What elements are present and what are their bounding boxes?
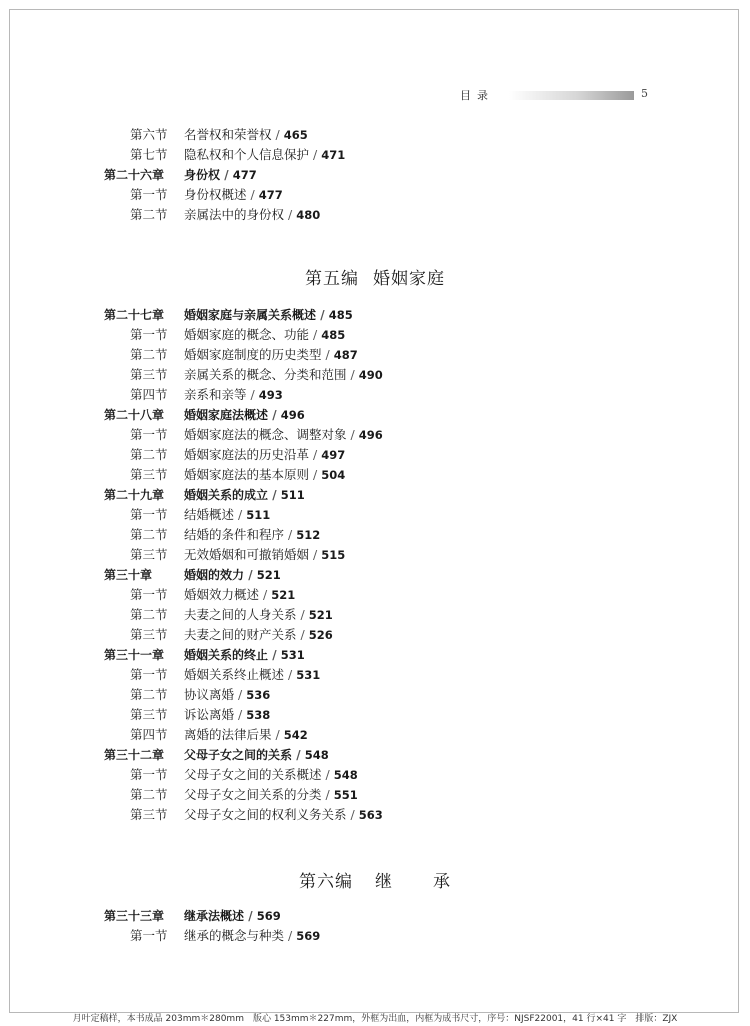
entry-label: 第三十章 [104,568,153,582]
running-header [460,86,660,104]
entry-label: 第一节 [130,767,168,782]
entry-page-number: 480 [296,208,321,222]
entry-label: 第四节 [130,727,168,742]
entry-label: 第三节 [130,467,168,482]
entry-separator: / [284,667,297,682]
entry-page-number: 542 [283,728,308,742]
entry-title-line [184,605,333,625]
entry-page-number: 496 [280,408,305,422]
toc-section-entry [104,345,358,365]
print-footer: 月叶定稿样，本书成品 203mm＊280mm 版心 153mm＊227mm，外框为出血，内框为成书尺寸，序号：NJSF22001，41 行×41 字 排版：ZJX [72,1014,678,1024]
entry-separator: / [292,748,305,762]
entry-title: 婚姻关系的终止 [184,648,269,662]
entry-title-line [184,906,281,926]
entry-separator: / [268,488,281,502]
entry-separator: / [268,648,281,662]
entry-separator: / [234,707,247,722]
entry-label: 第一节 [130,427,168,442]
entry-page-number: 538 [246,708,271,722]
entry-title: 父母子女之间关系的分类 [184,787,322,802]
entry-title: 婚姻家庭法的历史沿革 [184,447,310,462]
entry-title-line [184,565,281,585]
page-number: 5 [641,87,648,100]
toc-section-entry [104,525,321,545]
part-title-char-2: 承 [433,872,451,892]
entry-title: 婚姻家庭的概念、功能 [184,327,310,342]
entry-page-number: 548 [333,768,358,782]
entry-page-number: 490 [358,368,383,382]
part-label: 第五编 [305,269,359,289]
toc-section-entry [104,705,271,725]
toc-chapter-entry [104,906,281,926]
entry-title-line [184,125,308,145]
entry-separator: / [309,447,322,462]
entry-page-number: 477 [258,188,283,202]
entry-title: 继承的概念与种类 [184,928,285,943]
entry-title-line [184,685,270,705]
entry-separator: / [346,807,359,822]
entry-label: 第二节 [130,347,168,362]
entry-page-number: 485 [328,308,353,322]
entry-page-number: 563 [358,808,383,822]
entry-label: 第三节 [130,547,168,562]
entry-label: 第二节 [130,687,168,702]
toc-section-entry [104,445,346,465]
toc-chapter-entry [104,485,305,505]
toc-section-entry [104,145,346,165]
entry-page-number: 569 [296,929,321,943]
toc-section-entry [104,505,271,525]
toc-section-entry [104,125,308,145]
entry-title: 婚姻的效力 [184,568,245,582]
entry-title: 婚姻家庭与亲属关系概述 [184,308,317,322]
part-heading-5 [0,264,750,289]
entry-title-line [184,145,345,165]
entry-title-line [184,405,305,425]
header-title: 目录 [460,89,494,102]
entry-label: 第一节 [130,587,168,602]
entry-label: 第二节 [130,607,168,622]
entry-page-number: 511 [280,488,305,502]
entry-separator: / [234,507,247,522]
entry-separator: / [284,207,297,222]
toc-chapter-entry [104,645,305,665]
entry-title: 婚姻关系的成立 [184,488,269,502]
entry-page-number: 531 [280,648,305,662]
toc-section-entry [104,785,358,805]
toc-section-entry [104,625,333,645]
toc-section-entry [104,805,383,825]
toc-section-entry [104,185,283,205]
entry-separator: / [296,607,309,622]
entry-label: 第二十八章 [104,408,165,422]
entry-title: 协议离婚 [184,687,235,702]
entry-title: 夫妻之间的人身关系 [184,607,297,622]
entry-title: 亲属法中的身份权 [184,207,285,222]
entry-title-line [184,805,383,825]
entry-page-number: 569 [256,909,281,923]
entry-title: 身份权 [184,168,221,182]
entry-title-line [184,545,345,565]
entry-title-line [184,765,358,785]
entry-label: 第二十六章 [104,168,165,182]
entry-page-number: 551 [333,788,358,802]
entry-page-number: 496 [358,428,383,442]
entry-separator: / [296,627,309,642]
entry-separator: / [268,408,281,422]
toc-chapter-entry [104,565,281,585]
entry-title-line [184,365,383,385]
entry-title-line [184,445,345,465]
entry-title-line [184,345,358,365]
toc-section-entry [104,545,346,565]
entry-separator: / [284,527,297,542]
entry-page-number: 521 [308,608,333,622]
entry-title-line [184,725,308,745]
toc-section-entry [104,425,383,445]
entry-page-number: 521 [271,588,296,602]
entry-separator: / [316,308,329,322]
entry-separator: / [346,427,359,442]
entry-label: 第三节 [130,807,168,822]
entry-title: 亲系和亲等 [184,387,247,402]
entry-page-number: 512 [296,528,321,542]
toc-section-entry [104,465,346,485]
entry-page-number: 536 [246,688,271,702]
entry-title-line [184,525,320,545]
entry-separator: / [309,327,322,342]
entry-page-number: 511 [246,508,271,522]
entry-separator: / [271,727,284,742]
entry-title: 无效婚姻和可撤销婚姻 [184,547,310,562]
toc-chapter-entry [104,405,305,425]
entry-title: 父母子女之间的权利义务关系 [184,807,347,822]
entry-title-line [184,645,305,665]
entry-title-line [184,705,270,725]
entry-title-line [184,785,358,805]
entry-separator: / [321,767,334,782]
entry-label: 第一节 [130,187,168,202]
entry-title-line [184,185,283,205]
entry-title-line [184,465,345,485]
entry-separator: / [259,587,272,602]
entry-label: 第三十三章 [104,909,165,923]
toc-chapter-entry [104,165,257,185]
part-title-char-1: 继 [375,872,393,892]
entry-label: 第七节 [130,147,168,162]
entry-page-number: 515 [321,548,346,562]
entry-separator: / [309,547,322,562]
toc-section-entry [104,605,333,625]
entry-title-line [184,385,283,405]
entry-title: 隐私权和个人信息保护 [184,147,310,162]
entry-title: 婚姻家庭法概述 [184,408,269,422]
entry-title-line [184,625,333,645]
entry-page-number: 531 [296,668,321,682]
entry-title-line [184,745,329,765]
entry-separator: / [321,787,334,802]
entry-page-number: 504 [321,468,346,482]
part-label: 第六编 [299,872,353,892]
entry-separator: / [246,387,259,402]
entry-label: 第二节 [130,207,168,222]
toc-section-entry [104,765,358,785]
entry-label: 第六节 [130,127,168,142]
entry-label: 第二节 [130,447,168,462]
toc-chapter-entry [104,745,329,765]
entry-title: 继承法概述 [184,909,245,923]
entry-title-line [184,165,257,185]
entry-label: 第三节 [130,707,168,722]
entry-label: 第二十七章 [104,308,165,322]
entry-page-number: 521 [256,568,281,582]
header-gradient-bar [509,91,634,100]
entry-label: 第二节 [130,527,168,542]
entry-label: 第一节 [130,507,168,522]
entry-separator: / [321,347,334,362]
entry-label: 第一节 [130,667,168,682]
entry-title: 婚姻家庭制度的历史类型 [184,347,322,362]
entry-separator: / [309,467,322,482]
entry-page-number: 477 [232,168,257,182]
part-heading-6 [0,867,750,892]
entry-page-number: 487 [333,348,358,362]
entry-title: 夫妻之间的财产关系 [184,627,297,642]
entry-title-line [184,305,353,325]
toc-section-entry [104,685,271,705]
entry-title-line [184,665,320,685]
entry-separator: / [346,367,359,382]
toc-section-entry [104,385,283,405]
toc-section-entry [104,205,321,225]
entry-title: 结婚概述 [184,507,235,522]
entry-title: 婚姻关系终止概述 [184,667,285,682]
entry-title-line [184,585,295,605]
entry-label: 第三节 [130,367,168,382]
entry-page-number: 485 [321,328,346,342]
entry-separator: / [244,909,257,923]
entry-separator: / [244,568,257,582]
part-title: 婚姻家庭 [373,269,445,289]
entry-label: 第二节 [130,787,168,802]
toc-section-entry [104,585,296,605]
entry-label: 第三十二章 [104,748,165,762]
entry-title: 结婚的条件和程序 [184,527,285,542]
entry-title: 婚姻家庭法的基本原则 [184,467,310,482]
toc-section-entry [104,325,346,345]
entry-separator: / [246,187,259,202]
entry-page-number: 526 [308,628,333,642]
entry-separator: / [234,687,247,702]
entry-label: 第一节 [130,327,168,342]
entry-title-line [184,485,305,505]
entry-title: 亲属关系的概念、分类和范围 [184,367,347,382]
entry-label: 第三十一章 [104,648,165,662]
entry-page-number: 497 [321,448,346,462]
entry-title: 婚姻家庭法的概念、调整对象 [184,427,347,442]
entry-label: 第一节 [130,928,168,943]
toc-section-entry [104,725,308,745]
entry-separator: / [284,928,297,943]
entry-label: 第三节 [130,627,168,642]
entry-separator: / [271,127,284,142]
toc-chapter-entry [104,305,353,325]
entry-page-number: 548 [304,748,329,762]
toc-section-entry [104,365,383,385]
entry-title: 离婚的法律后果 [184,727,272,742]
entry-title-line [184,205,320,225]
toc-section-entry [104,926,321,946]
entry-separator: / [309,147,322,162]
entry-separator: / [220,168,233,182]
entry-title: 父母子女之间的关系 [184,748,293,762]
entry-title-line [184,425,383,445]
entry-title: 婚姻效力概述 [184,587,260,602]
entry-page-number: 465 [283,128,308,142]
entry-title-line [184,325,345,345]
entry-title: 父母子女之间的关系概述 [184,767,322,782]
entry-title-line [184,505,270,525]
entry-label: 第四节 [130,387,168,402]
entry-label: 第二十九章 [104,488,165,502]
entry-title: 身份权概述 [184,187,247,202]
entry-title: 诉讼离婚 [184,707,235,722]
entry-title: 名誉权和荣誉权 [184,127,272,142]
entry-page-number: 493 [258,388,283,402]
toc-section-entry [104,665,321,685]
entry-title-line [184,926,320,946]
entry-page-number: 471 [321,148,346,162]
